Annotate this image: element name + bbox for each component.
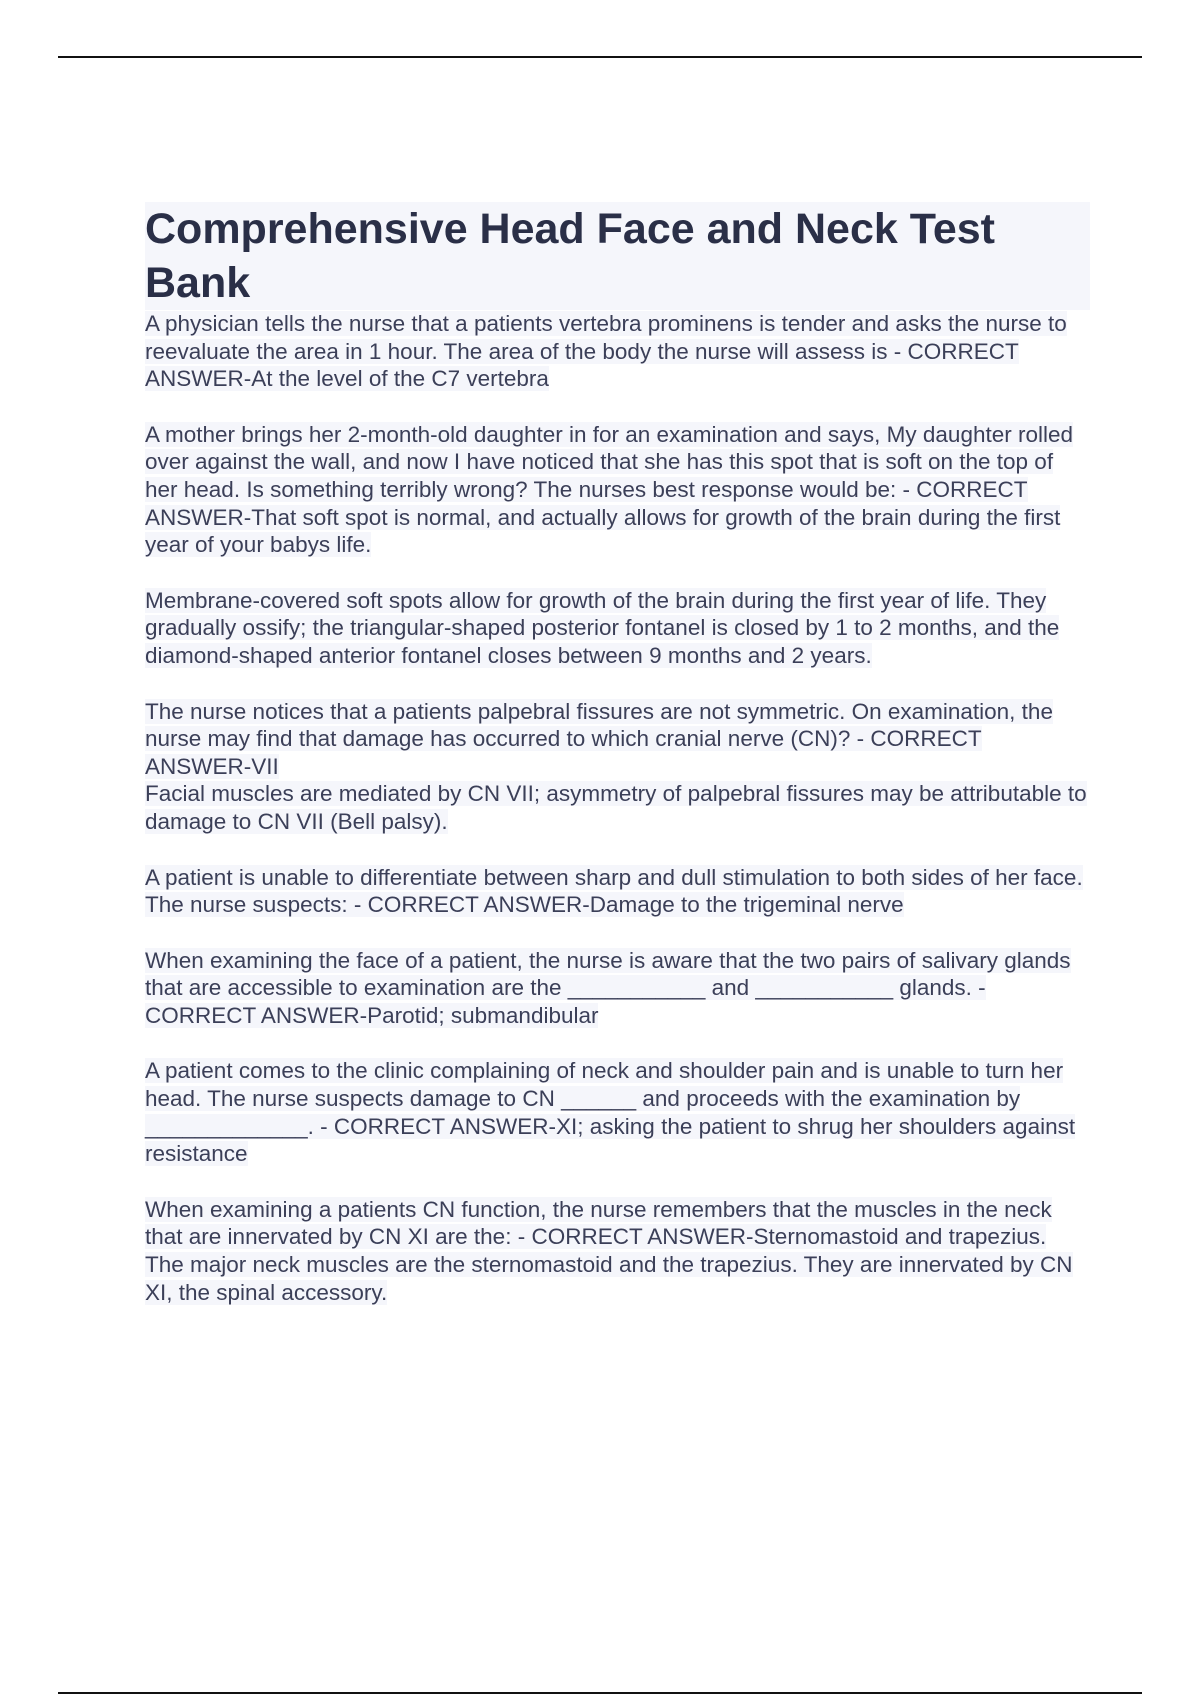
footer-rule — [58, 1692, 1142, 1694]
paragraph: A physician tells the nurse that a patients vertebra prominens is tender and asks the nurse to reevaluate the area in 1 hour. The area of the body the nurse will assess is - CORRECT ANSWER-At the level of the C7 vertebra — [145, 311, 1067, 392]
qa-block-4 — [145, 698, 1090, 836]
paragraph: A mother brings her 2-month-old daughter in for an examination and says, My daughter rolled over against the wall, and now I have noticed that she has this spot that is soft on the top of her head. Is something terribly wrong? The nurses best response would be: - CORRECT ANSWER-That soft spot is normal, and actually allows for growth of the brain during the first year of your babys life. — [145, 421, 1074, 558]
qa-block-6 — [145, 947, 1090, 1030]
paragraph: A patient comes to the clinic complaining of neck and shoulder pain and is unable to turn her head. The nurse suspects damage to CN ______ and proceeds with the examination by _____________. - CORRECT ANSWER-XI; asking the patient to shrug her shoulders against resistance — [145, 1058, 1076, 1167]
qa-block-2 — [145, 421, 1090, 559]
qa-block-5 — [145, 864, 1090, 919]
qa-block-8 — [145, 1196, 1090, 1306]
qa-block-3 — [145, 587, 1090, 670]
paragraph: When examining a patients CN function, the nurse remembers that the muscles in the neck that are innervated by CN XI are the: - CORRECT ANSWER-Sternomastoid and trapezius. — [145, 1196, 1052, 1250]
qa-block-1 — [145, 310, 1090, 393]
paragraph: Membrane-covered soft spots allow for growth of the brain during the first year of life. They gradually ossify; the triangular-shaped posterior fontanel is closed by 1 to 2 months, and the diamond-shaped anterior fontanel closes between 9 months and 2 years. — [145, 587, 1060, 668]
qa-block-7 — [145, 1057, 1090, 1167]
header-rule — [58, 56, 1142, 58]
paragraph: When examining the face of a patient, the nurse is aware that the two pairs of salivary glands that are accessible to examination are the ___________ and ___________ glands. - CORRECT ANSWER-Parotid; submandibular — [145, 947, 1071, 1028]
paragraph: The major neck muscles are the sternomastoid and the trapezius. They are innervated by CN XI, the spinal accessory. — [145, 1252, 1073, 1305]
document-title: Comprehensive Head Face and Neck Test Bank — [145, 202, 1090, 310]
paragraph: A patient is unable to differentiate between sharp and dull stimulation to both sides of her face. The nurse suspects: - CORRECT ANSWER-Damage to the trigeminal nerve — [145, 864, 1083, 918]
paragraph: The nurse notices that a patients palpebral fissures are not symmetric. On examination, the nurse may find that damage has occurred to which cranial nerve (CN)? - CORRECT ANSWER-VII — [145, 698, 1053, 779]
document-body — [145, 202, 1090, 1334]
paragraph: Facial muscles are mediated by CN VII; asymmetry of palpebral fissures may be attributable to damage to CN VII (Bell palsy). — [145, 781, 1087, 834]
